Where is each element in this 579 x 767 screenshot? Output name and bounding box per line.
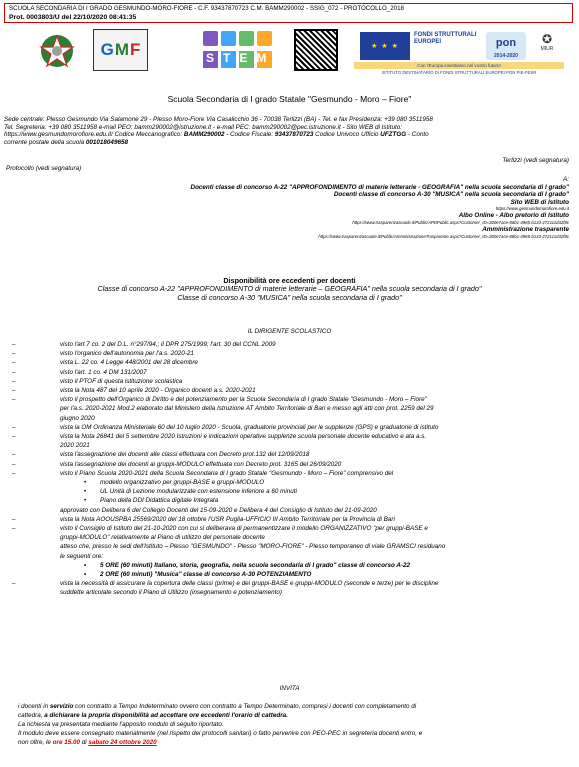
contact-line-2: Tel. Segreteria: +39 080 3511958 e-mail PEO: bamm290002@istruzione.it - e-mail PEC: bamm290002@pec.istruzione.it - Sito WEB di Istituto: — [4, 123, 402, 131]
closing-text-part: di — [79, 739, 89, 746]
document-subtitle-a22: Classe di concorso A-22 "APPROFONDIMENTO di materie letterarie – GEOGRAFIA" nella scuola secondaria di I grado" — [97, 284, 482, 294]
addressee-sito-web: Sito WEB di Istituto — [510, 198, 569, 206]
list-item: – visto l'art. 1 co. 4 DM 131/2007 — [12, 368, 572, 377]
closing-line-4: Il modulo deve essere consegnato materialmente (nel rispetto dei protocolli sanitari) o fatto pervenire con PEO-PEC in segreteria docenti entro, e — [18, 730, 423, 737]
list-item: – vista l'assegnazione dei docenti ai gruppi-MODULO effettuata con Decreto prot. 3165 del 26/09/2020 — [12, 460, 572, 469]
conto-corrente-label: corrente postale della scuola — [4, 138, 86, 146]
closing-text — [18, 702, 573, 747]
list-subitem: • modello organizzativo per gruppi-BASE e gruppi-MODULO — [12, 478, 572, 487]
contact-line-3 — [4, 131, 574, 139]
stem-logo — [201, 29, 276, 71]
school-contact-info — [4, 116, 574, 146]
invita-heading: INVITA — [279, 685, 300, 692]
protocol-line-2: Prot. 0003803/U del 22/10/2020 08:41:35 — [9, 14, 137, 21]
list-item-continuation: suddette articolate secondo il Piano di Utilizzo (insegnamento e potenziamento) — [60, 589, 282, 597]
closing-text-part: cattedra, — [18, 712, 45, 719]
list-item: – vista l'assegnazione dei docenti alle classi effettuata con Decreto prot.132 del 12/09/2018 — [12, 450, 572, 459]
eu-funds-banner — [354, 30, 564, 75]
pon-logo — [486, 32, 526, 60]
list-item-continuation: approvato con Delibera 6 del Collegio Docenti del 15-09-2020 e Delibera 4 del Consiglio di Istituto del 21-09-2020 — [60, 506, 377, 514]
addressee-docenti-geografia: Docenti classe di concorso A-22 "APPROFONDIMENTO di materie letterarie - GEOGRAFIA" nella scuola secondaria di I grado" — [190, 183, 569, 191]
fondi-strutturali-label: FONDI STRUTTURALI EUROPEI — [414, 32, 477, 45]
qr-code-icon — [294, 29, 338, 71]
list-item: – vista L. 22 co. 4 Legge 448/2001 del 28 dicembre — [12, 358, 572, 367]
contact-line-4 — [4, 139, 574, 147]
eu-flag-icon: ★ ★ ★ — [360, 32, 410, 60]
pon-years: 2014-2020 — [494, 53, 518, 59]
closing-line-1 — [18, 702, 573, 711]
closing-text-part: i docenti in — [18, 703, 50, 710]
protocol-line-1: SCUOLA SECONDARIA DI I GRADO GESMUNDO-MORO-FIORE - C.F. 93437870723 C.M. BAMM290002 - SSIG_072 - PROTOCOLLO_2018 — [9, 5, 404, 12]
list-item: – visto il Consiglio di Istituto del 21-10-2020 con cui si deliberava di permanentizzare il modello ORGANIZZATIVO "per gruppi-BASE e — [12, 524, 572, 533]
dirigente-heading: IL DIRIGENTE SCOLASTICO — [247, 328, 332, 335]
visti-list — [12, 340, 572, 598]
list-item-continuation: per l'a.s. 2020-2021 Mod.2 elaborato dal Ministero della Istruzione AT Ambito Territoriale di Bari e messo agli atti con prot. 2259 del 29 — [60, 405, 434, 413]
list-item: – vista la OM Ordinanza Ministeriale 60 del 10 luglio 2020 - Scuola, graduatorie provinciali per le supplenze (GPS) e graduatorie di istituto — [12, 423, 572, 432]
pon-label: pon — [495, 37, 517, 49]
deadline-time: ore 15.00 — [52, 739, 80, 746]
albo-online-url[interactable]: https://www.trasparenzascuole.it/Public/APDPublic.aspx?Customer_ID=300e7ace-86b1-4965-b133-272111d32f8c — [352, 219, 569, 225]
list-item-continuation: 2020 2021 — [60, 442, 90, 450]
document-heading — [0, 277, 579, 302]
list-item: – visto l'organico dell'autonomia per l'a.s. 2020-21 — [12, 349, 572, 358]
amministrazione-trasparente-url[interactable]: https://www.trasparenzascuole.it/Public/AmministrazioneTrasparente.aspx?Customer_ID=300e7ace-86b1-4965-b133-272111d32f8c — [318, 233, 569, 239]
place-date: Terlizzi (vedi segnatura) — [502, 157, 569, 164]
list-item-continuation: gruppi-MODULO" relativamente al Piano di utilizzo del personale docente — [60, 534, 265, 542]
codice-univoco: UFZTGG — [380, 131, 407, 139]
addressees — [9, 176, 569, 240]
closing-text-part: con contratto a Tempo Indeterminato ovvero con contratto a Tempo Determinato, compresi i docenti con completamento di — [73, 703, 417, 710]
miur-label: MIUR — [540, 46, 554, 52]
protocollo-label: Protocollo (vedi segnatura) — [6, 165, 82, 172]
website-url[interactable]: https://www.gesmundomorofiore.edu.it/ Codice Meccanografico: — [4, 131, 184, 139]
gmf-letter-g: G — [100, 40, 114, 59]
codice-meccanografico: BAMM290002 — [183, 131, 225, 139]
list-subitem-hours: • 2 ORE (60 minuti) "Musica" classe di concorso A-30 POTENZIAMENTO — [12, 570, 572, 579]
closing-line-3: La richiesta va presentata mediante l'apposito modulo di seguito riportato. — [18, 721, 224, 728]
gmf-school-logo — [93, 29, 148, 71]
addressee-a-label: A: — [563, 176, 569, 183]
list-item: – visto il Piano Scuola 2020-2021 della Scuola Secondaria di I grado Statale "Gesmundo - Moro – Fiore" comprensivo del — [12, 469, 572, 478]
addressee-docenti-musica: Docenti classe di concorso A-30 "MUSICA" nella scuola secondaria di I grado" — [333, 191, 569, 199]
list-item: – vista la Nota 487 del 10 aprile 2020 - Organico docenti a.s. 2020-2021 — [12, 386, 572, 395]
list-item-continuation: le seguenti ore: — [60, 552, 104, 560]
stem-label: STEM — [206, 51, 276, 65]
miur-logo: ✪ MIUR — [540, 32, 554, 52]
conto-label: - Conto — [406, 131, 429, 139]
closing-line-2 — [18, 711, 573, 720]
deadline-date: sabato 24 ottobre 2020 — [88, 739, 157, 746]
list-item: – vista la necessità di assicurare la copertura delle classi (prime) e dei gruppi-BASE e gruppi-MODULO (seconde e terze) per le discipline — [12, 579, 572, 588]
list-item: – visto il PTOF di questa istituzione scolastica — [12, 377, 572, 386]
document-title: Disponibilità ore eccedenti per docenti — [223, 276, 356, 285]
list-subitem: • UL Unità di Lezione modularizzate con estensione inferiore a 60 minuti — [12, 487, 572, 496]
italian-republic-emblem-icon — [38, 29, 76, 71]
eu-destinatario-strip: ISTITUTO DESTINATARIO DI FONDI STRUTTURALI EUROPEI PON PIE-FESR — [381, 70, 537, 75]
eu-slogan-strip: Con l'Europa investiamo nel vostro futuro! — [354, 62, 564, 69]
closing-text-part: non oltre, le — [18, 739, 53, 746]
list-item-continuation: giugno 2020 — [60, 414, 95, 422]
gmf-letter-m: M — [114, 40, 129, 59]
sito-web-url[interactable]: https://www.gesmundomorofiore.edu.it — [495, 206, 569, 212]
list-item: – visto il prospetto dell'Organico di Diritto e del potenziamento per la Scuola Secondaria di I grado Statale "Gesmundo - Moro – Fiore" — [12, 395, 572, 404]
closing-text-bold: a dichiarare la propria disponibilità ad accettare ore eccedenti l'orario di cattedra. — [44, 712, 288, 719]
codice-fiscale: 93437870723 — [274, 131, 314, 139]
list-subitem-hours: • 5 ORE (60 minuti) Italiano, storia, geografia, nella scuola secondaria di I grado" classe di concorso A-22 — [12, 561, 572, 570]
gmf-letter-f: F — [130, 40, 141, 59]
addressee-albo-online: Albo Online - Albo pretorio di Istituto — [458, 212, 569, 220]
school-title: Scuola Secondaria di I grado Statale "Gesmundo - Moro – Fiore" — [167, 94, 412, 104]
closing-line-5 — [18, 738, 573, 747]
protocol-stamp-box — [4, 3, 573, 23]
document-subtitle-a30: Classe di concorso A-30 "MUSICA" nella scuola secondaria di I grado" — [177, 292, 402, 302]
list-item-continuation: atteso che, presso le sedi dell'Istituto – Plesso "GESMUNDO" - Plesso "MORO-FIORE" - Plesso temporaneo di viale GRAMSCI residuano — [60, 543, 446, 551]
closing-text-bold: servizio — [49, 703, 74, 710]
codice-fiscale-label: - Codice Fiscale: — [224, 131, 275, 139]
list-item: – vista la Nota 26841 del 5 settembre 2020 Istruzioni e indicazioni operative supplenze scuola personale docente educativo e ata a.s. — [12, 432, 572, 441]
list-item: – visto l'art 7 co. 2 del D.L. n°297/94,; il DPR 275/1999; l'art. 30 del CCNL 2009 — [12, 340, 572, 349]
contact-line-1: Sede centrale: Plesso Gesmundo Via Salamone 29 - Plesso Moro-Fiore Via Casalicchio 36 - 70038 Terlizzi (BA) - Tel. e fax Presidenza: +39 080 3511958 — [4, 116, 433, 123]
list-subitem: • Piano della DDI Didattica digitale Integrata — [12, 496, 572, 505]
conto-corrente: 001018049658 — [85, 138, 128, 146]
addressee-amministrazione-trasparente: Amministrazione trasparente — [482, 225, 569, 233]
list-item: – vista la Nota AOOUSPBA 25569/2020 del 18 ottobre l'USR Puglia-UFFICIO III Ambito Territoriale per la Provincia di Bari — [12, 515, 572, 524]
codice-univoco-label: Codice Univoco Ufficio — [313, 131, 381, 139]
